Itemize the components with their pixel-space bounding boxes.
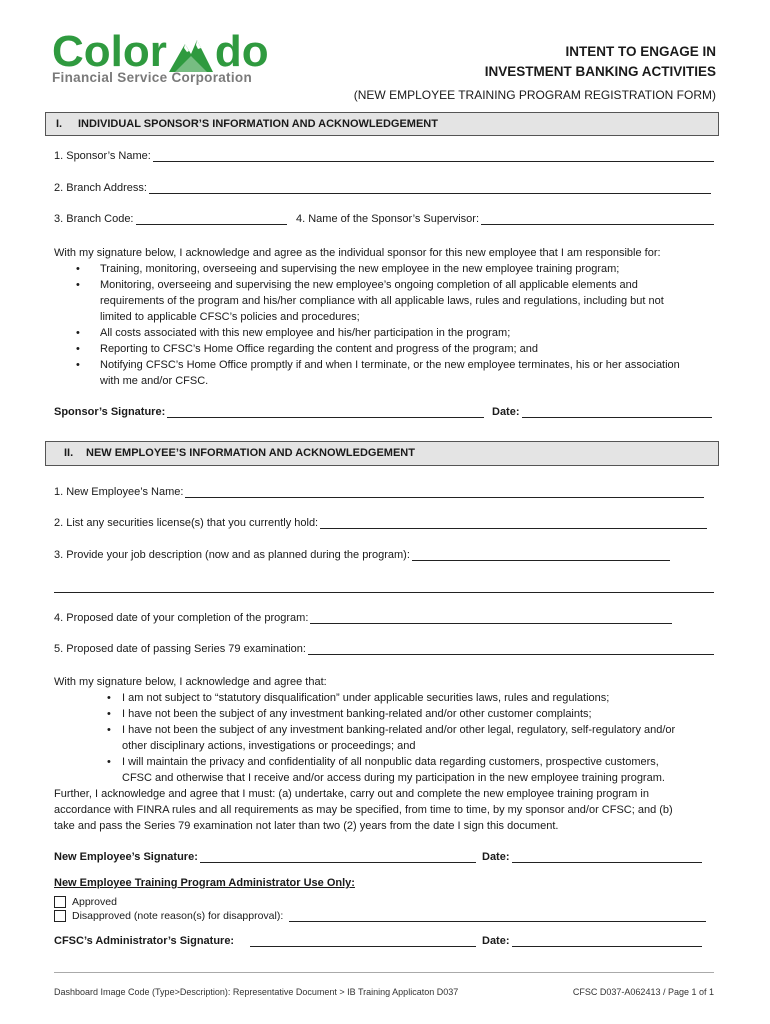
series79-date-field[interactable] (308, 644, 714, 655)
approved-row (54, 896, 117, 908)
admin-signature-label: CFSC’s Administrator’s Signature: (54, 935, 235, 947)
employee-signature-field[interactable] (200, 852, 476, 863)
form-title-line1: INTENT TO ENGAGE IN (565, 44, 716, 59)
disapproved-checkbox[interactable] (54, 910, 66, 922)
admin-date-label: Date: (482, 935, 510, 947)
section-1-title: INDIVIDUAL SPONSOR’S INFORMATION AND ACKNOWLEDGEMENT (78, 118, 438, 130)
section-2-number: II. (64, 447, 74, 459)
logo-word-part1: Color (52, 27, 167, 76)
completion-date-label: 4. Proposed date of your completion of the program: (54, 612, 309, 624)
branch-code-label: 3. Branch Code: (54, 213, 134, 225)
branch-code-row (54, 213, 287, 225)
job-description-field[interactable] (412, 550, 670, 561)
footer-divider (54, 972, 714, 973)
sponsor-name-row (54, 150, 714, 162)
mountain-icon (167, 34, 215, 74)
admin-signature-row (54, 935, 476, 947)
sponsor-signature-label: Sponsor’s Signature: (54, 406, 166, 418)
branch-address-field[interactable] (149, 183, 711, 194)
logo-subtitle: Financial Service Corporation (52, 70, 253, 85)
sponsor-intro: With my signature below, I acknowledge and agree as the individual sponsor for this new employee that I am responsible for: (54, 247, 661, 259)
sponsor-date-label: Date: (492, 406, 520, 418)
branch-address-label: 2. Branch Address: (54, 182, 147, 194)
employee-signature-label: New Employee’s Signature: (54, 851, 198, 863)
admin-title: New Employee Training Program Administrator Use Only: (54, 877, 355, 889)
branch-code-field[interactable] (136, 214, 288, 225)
disapproved-row (54, 910, 706, 922)
footer-right: CFSC D037-A062413 / Page 1 of 1 (572, 987, 714, 997)
form-subtitle: (NEW EMPLOYEE TRAINING PROGRAM REGISTRATION FORM) (353, 88, 716, 102)
admin-date-row (482, 935, 702, 947)
employee-date-row (482, 851, 702, 863)
footer-left: Dashboard Image Code (Type>Description): Representative Document > IB Training Applicaton D037 (54, 987, 459, 997)
employee-para-line1: Further, I acknowledge and agree that I must: (a) undertake, carry out and complete the new employee training program in (54, 788, 649, 800)
sponsor-date-field[interactable] (522, 407, 712, 418)
supervisor-label: 4. Name of the Sponsor’s Supervisor: (296, 213, 480, 225)
section-1-header (45, 112, 719, 136)
logo (52, 27, 269, 76)
branch-address-row (54, 182, 711, 194)
supervisor-row (296, 213, 714, 225)
series79-date-row (54, 643, 714, 655)
employee-date-label: Date: (482, 851, 510, 863)
sponsor-signature-field[interactable] (167, 407, 484, 418)
section-1-number: I. (56, 118, 63, 130)
sponsor-signature-row (54, 406, 484, 418)
admin-signature-field[interactable] (250, 936, 476, 947)
approved-checkbox[interactable] (54, 896, 66, 908)
job-description-row (54, 549, 670, 561)
logo-word-part2: do (214, 27, 269, 76)
licenses-field[interactable] (320, 518, 707, 529)
employee-date-field[interactable] (512, 852, 702, 863)
employee-name-row (54, 486, 704, 498)
job-description-extra-line[interactable] (54, 592, 714, 593)
sponsor-name-label: 1. Sponsor’s Name: (54, 150, 151, 162)
employee-name-label: 1. New Employee’s Name: (54, 486, 184, 498)
employee-name-field[interactable] (185, 487, 704, 498)
job-description-label: 3. Provide your job description (now and as planned during the program): (54, 549, 410, 561)
employee-para-line3: take and pass the Series 79 examination not later than two (2) years from the date I sign this document. (54, 820, 559, 832)
disapproved-label: Disapproved (note reason(s) for disapproval): (72, 910, 284, 922)
form-title-line2: INVESTMENT BANKING ACTIVITIES (484, 64, 716, 79)
completion-date-row (54, 612, 672, 624)
licenses-label: 2. List any securities license(s) that you currently hold: (54, 517, 319, 529)
series79-date-label: 5. Proposed date of passing Series 79 examination: (54, 643, 306, 655)
licenses-row (54, 517, 707, 529)
employee-signature-row (54, 851, 476, 863)
sponsor-date-row (492, 406, 712, 418)
section-2-title: NEW EMPLOYEE’S INFORMATION AND ACKNOWLEDGEMENT (86, 447, 415, 459)
supervisor-field[interactable] (481, 214, 714, 225)
employee-intro: With my signature below, I acknowledge and agree that: (54, 676, 327, 688)
approved-label: Approved (72, 896, 117, 908)
disapproval-reason-field[interactable] (289, 911, 706, 922)
section-2-header (45, 441, 719, 466)
completion-date-field[interactable] (310, 613, 672, 624)
employee-para-line2: accordance with FINRA rules and all requirements as may be specified, from time to time, by my sponsor and/or CFSC; and (b) (54, 804, 673, 816)
sponsor-name-field[interactable] (153, 151, 714, 162)
admin-date-field[interactable] (512, 936, 702, 947)
